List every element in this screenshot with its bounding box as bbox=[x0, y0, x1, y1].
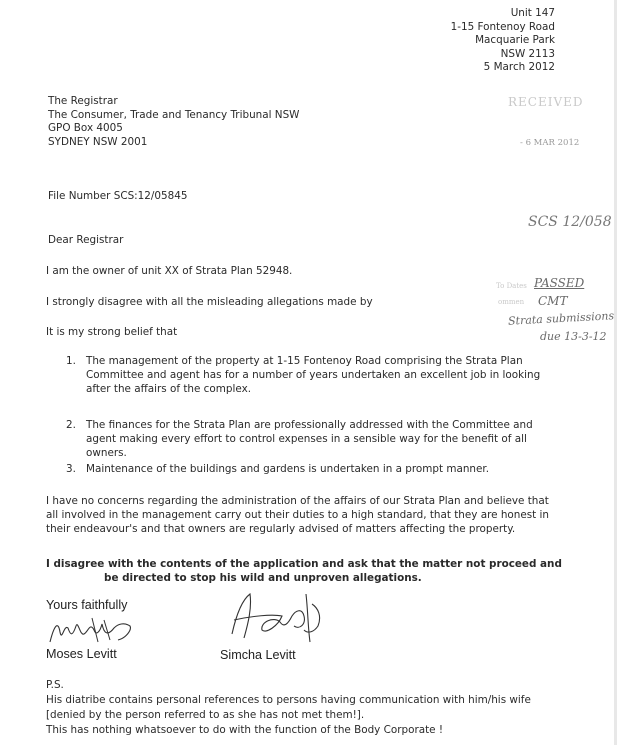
point-1-text: The management of the property at 1-15 Fontenoy Road comprising the Strata Plan Committee and agent has for a number of years undertaken an excellent job in looking after the affairs of the complex. bbox=[86, 355, 541, 395]
point-2-text: The finances for the Strata Plan are professionally addressed with the Committee and agent making every effort to control expenses in a sensible way for the benefit of all owners. bbox=[86, 419, 533, 459]
signature-moses-levitt bbox=[44, 612, 144, 648]
passed-stamp: PASSED bbox=[534, 276, 585, 290]
signatory-name-1: Moses Levitt bbox=[46, 647, 117, 661]
sender-state-postcode: NSW 2113 bbox=[500, 47, 555, 60]
recipient-line-4: SYDNEY NSW 2001 bbox=[48, 135, 148, 148]
recipient-line-3: GPO Box 4005 bbox=[48, 122, 123, 135]
passed-label: To Dates bbox=[496, 282, 527, 290]
cmt-handwritten: CMT bbox=[538, 294, 568, 308]
received-stamp: RECEIVED bbox=[508, 95, 584, 109]
signature-simcha-levitt bbox=[222, 586, 332, 648]
sender-suburb: Macquarie Park bbox=[475, 34, 555, 47]
sender-street: 1-15 Fontenoy Road bbox=[450, 20, 555, 33]
ps-line-1: His diatribe contains personal references to persons having communication with him/his wife bbox=[46, 694, 531, 706]
point-1-number: 1. bbox=[66, 355, 76, 367]
handwritten-file-number: SCS 12/058 bbox=[528, 214, 612, 230]
received-date-stamp: - 6 MAR 2012 bbox=[520, 138, 580, 148]
strata-submissions-note: Strata submissions bbox=[507, 309, 615, 328]
ps-label: P.S. bbox=[46, 679, 64, 691]
bold-request-line-1: I disagree with the contents of the application and ask that the matter not proceed and bbox=[46, 558, 562, 570]
letter-date: 5 March 2012 bbox=[483, 61, 555, 74]
concerns-paragraph: I have no concerns regarding the administration of the affairs of our Strata Plan and believe that all involved in the management carry out their duties to a high standard, that they are honest in their endeavour's and that owners are regularly advised of matters affecting the property. bbox=[46, 495, 550, 535]
salutation: Dear Registrar bbox=[48, 234, 124, 246]
bold-request-line-2: be directed to stop his wild and unproven allegations. bbox=[104, 572, 422, 584]
owner-statement: I am the owner of unit XX of Strata Plan 52948. bbox=[46, 265, 293, 277]
point-2-number: 2. bbox=[66, 419, 76, 431]
point-3-text: Maintenance of the buildings and gardens is undertaken in a prompt manner. bbox=[86, 463, 490, 475]
disagree-statement: I strongly disagree with all the misleading allegations made by bbox=[46, 296, 373, 308]
recipient-address bbox=[48, 95, 299, 149]
sender-unit: Unit 147 bbox=[510, 7, 555, 19]
point-3-number: 3. bbox=[66, 463, 76, 475]
cmt-label: ommen bbox=[498, 298, 525, 306]
recipient-line-1: The Registrar bbox=[48, 95, 118, 107]
closing: Yours faithfully bbox=[46, 598, 128, 612]
file-number: File Number SCS:12/05845 bbox=[48, 190, 188, 202]
sender-address bbox=[451, 7, 555, 75]
ps-line-3: This has nothing whatsoever to do with the function of the Body Corporate ! bbox=[46, 724, 444, 736]
due-date-note: due 13-3-12 bbox=[540, 330, 607, 343]
belief-intro: It is my strong belief that bbox=[46, 326, 178, 338]
signatory-name-2: Simcha Levitt bbox=[220, 648, 296, 662]
recipient-line-2: The Consumer, Trade and Tenancy Tribunal NSW bbox=[48, 108, 300, 121]
ps-line-2: [denied by the person referred to as she has not met them!]. bbox=[46, 709, 365, 721]
